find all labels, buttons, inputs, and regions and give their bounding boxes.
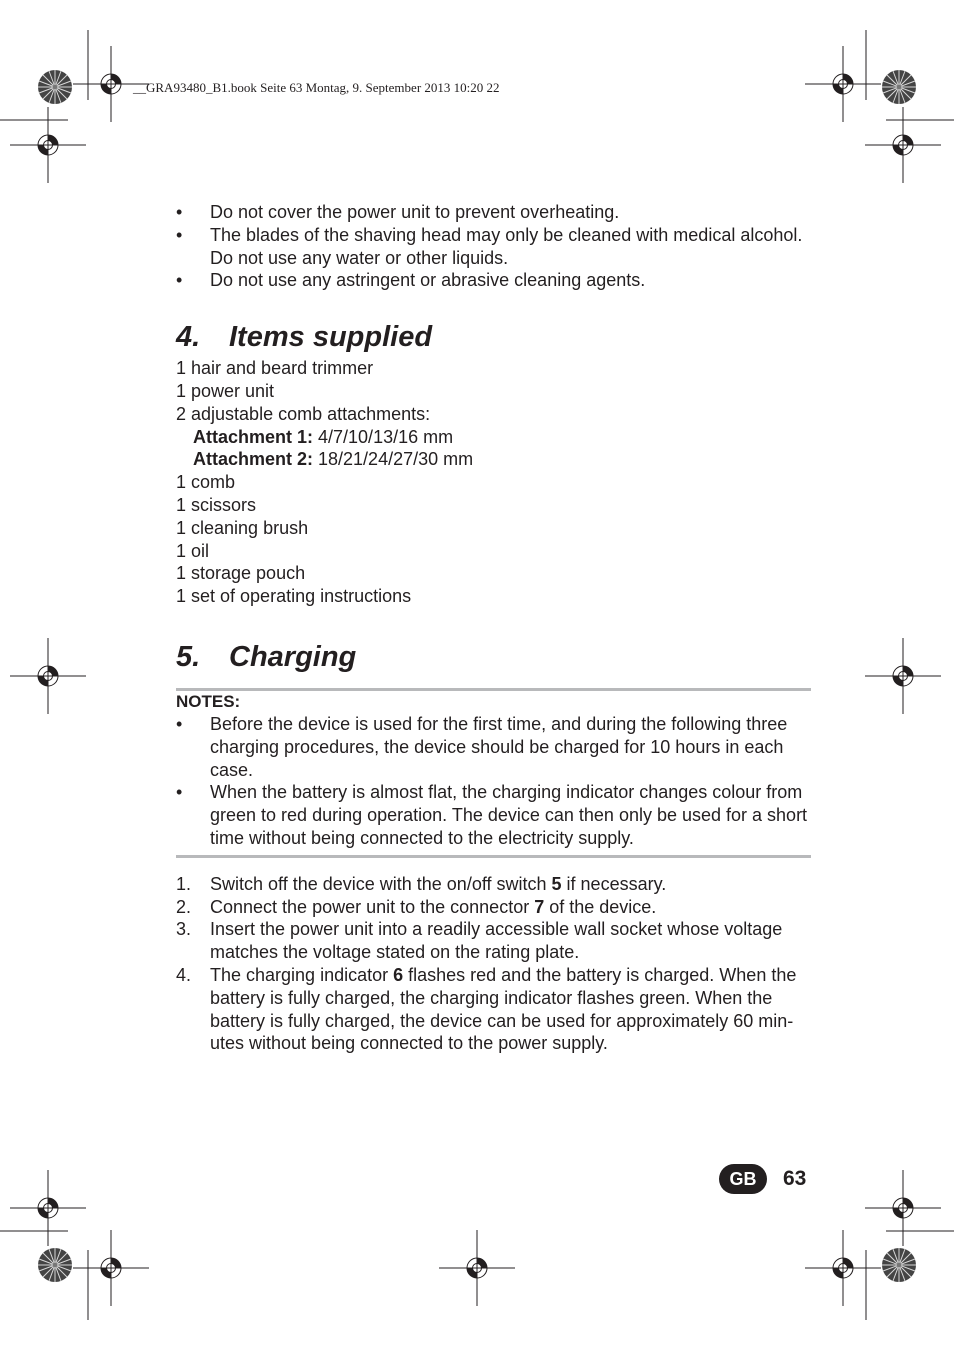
list-item: 1 scissors (176, 494, 257, 515)
section-number: 5. (176, 640, 201, 673)
list-item: 1 power unit (176, 380, 275, 401)
bullet-symbol: • (176, 202, 183, 222)
attachment-label: Attachment 1: (193, 426, 314, 447)
section-heading-charging (176, 639, 816, 675)
step-number: 1. (176, 873, 192, 894)
section-heading-items-supplied (176, 319, 816, 355)
list-item: 1 comb (176, 472, 236, 493)
step-number: 2. (176, 896, 192, 917)
list-item: 1 storage pouch (176, 563, 306, 584)
notes-box (176, 691, 816, 850)
part-reference: 5 (551, 873, 562, 894)
language-badge: GB (719, 1164, 767, 1194)
file-info-slug: __GRA93480_B1.book Seite 63 Montag, 9. September 2013 10:20 22 (133, 80, 500, 95)
list-item: 1 oil (176, 540, 210, 561)
attachment-label: Attachment 2: (193, 449, 314, 470)
page-number: 63 (783, 1167, 807, 1190)
list-item: 1 hair and beard trimmer (176, 358, 374, 379)
attachment-sizes: 18/21/24/27/30 mm (313, 449, 474, 470)
bullet-symbol: • (176, 270, 183, 291)
part-reference: 6 (393, 964, 404, 985)
items-supplied-list (176, 357, 816, 608)
intro-bullet-list (176, 201, 816, 292)
step-item: 4. The charging indicator 6 flashes red and the battery is charged. When the battery is fully charged, the charging indicator flashes green. When the battery is fully charged, the device can be used for approximately 60 min-utes without being connected to the power supply. (176, 964, 797, 1054)
attachment-line (176, 448, 816, 471)
list-item: 1 set of operating instructions (176, 586, 412, 607)
star-target-top-left (38, 70, 72, 104)
list-item: • The blades of the shaving head may only be cleaned with medical alcohol. Do not use any water or other liquids. (176, 224, 803, 268)
list-item: • Do not cover the power unit to prevent overheating. (176, 202, 620, 222)
list-item: • When the battery is almost flat, the charging indicator changes colour from green to red during operation. The device can then only be used for a short time without being connected to the electricity supply. (176, 782, 808, 848)
step-number: 4. (176, 964, 192, 985)
page-content (176, 201, 816, 1055)
star-target-bottom-left (38, 1248, 72, 1282)
section-number: 4. (176, 321, 201, 354)
step-item: 2. Connect the power unit to the connector 7 of the device. (176, 896, 657, 917)
list-item: • Before the device is used for the first time, and during the following three charging procedures, the device should be charged for 10 hours in each case. (176, 713, 788, 780)
page-footer (719, 1164, 806, 1194)
charging-steps-list (176, 873, 816, 1055)
step-item: 3. Insert the power unit into a readily accessible wall socket whose voltage matches the voltage stated on the rating plate. (176, 919, 783, 963)
notes-title: NOTES: (176, 691, 241, 711)
step-item: 1. Switch off the device with the on/off switch 5 if necessary. (176, 873, 667, 894)
bullet-symbol: • (176, 782, 183, 803)
notes-bottom-rule (176, 855, 811, 858)
bullet-symbol: • (176, 224, 183, 245)
attachment-line (176, 426, 816, 449)
step-number: 3. (176, 919, 192, 940)
star-target-bottom-right (882, 1248, 916, 1282)
list-item: 1 cleaning brush (176, 517, 309, 538)
list-item: • Do not use any astringent or abrasive cleaning agents. (176, 270, 646, 291)
list-item: 2 adjustable comb attachments: (176, 403, 431, 424)
attachment-sizes: 4/7/10/13/16 mm (313, 426, 454, 447)
section-title: Items supplied (229, 321, 433, 354)
part-reference: 7 (534, 896, 545, 917)
star-target-top-right (882, 70, 916, 104)
bullet-symbol: • (176, 713, 183, 734)
section-title: Charging (229, 640, 357, 673)
